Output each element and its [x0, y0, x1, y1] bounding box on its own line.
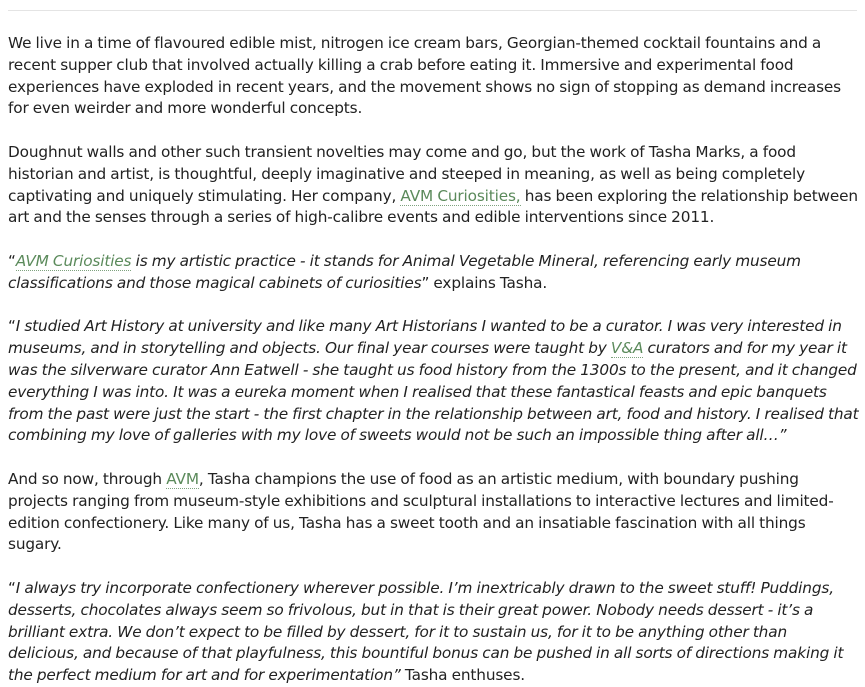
va-link[interactable]: V&A — [610, 339, 644, 358]
quote-attribution: ” explains Tasha. — [421, 273, 548, 292]
paragraph-text: And so now, through — [8, 469, 167, 488]
avm-curiosities-inline-link[interactable]: AVM Curiosities — [15, 251, 132, 270]
quote-body: I studied Art History at university and like many Art Historians I wanted to be a curator. I was very interested in museums, and in storytelling and objects. Our final year courses were taught by — [8, 317, 842, 358]
avm-link[interactable]: AVM — [166, 469, 199, 488]
quote-text — [8, 252, 801, 292]
paragraph-company — [8, 142, 860, 229]
quote-body: curators and for my year it was the silverware curator Ann Eatwell - she taught us food history from the 1300s to the present, and it changed everything I was into. It was a eureka moment when I realised that these fantastical feasts and epic banquets from the past were just the start - the first chapter in the relationship between art, food and history. I realised that combining my love of galleries with my love of sweets would not be such an impossible thing after all…” — [8, 339, 859, 445]
quote-text: I always try incorporate confectionery wherever possible. I’m inextricably drawn to the sweet stuff! Puddings, desserts, chocolates always seem so frivolous, but in that is their great power. Nobody needs dessert - it’s a brilliant extra. We don’t expect to be filled by dessert, for it to sustain us, for it to be anything other than delicious, and because of that playfulness, this bountiful bonus can be pushed in all sorts of directions making it the perfect medium for art and for experimentation” — [8, 578, 844, 685]
open-quote: “ — [8, 578, 16, 597]
paragraph-medium — [8, 469, 860, 556]
paragraph-confectionery-quote — [8, 578, 860, 687]
quote-text — [8, 317, 858, 444]
paragraph-avm-quote — [8, 251, 860, 295]
open-quote: “ — [8, 251, 16, 270]
avm-curiosities-link[interactable]: AVM Curiosities, — [400, 186, 521, 205]
paragraph-text: Doughnut walls and other such transient novelties may come and go, but the work of Tasha Marks, a food historian and artist, is thoughtful, deeply imaginative and steeped in meaning, as well as being completely captivating and uniquely stimulating. Her company, — [8, 142, 806, 205]
quote-body: is my artistic practice - it stands for Animal Vegetable Mineral, referencing early museum classifications and those magical cabinets of curiosities — [8, 251, 801, 292]
paragraph-art-history-quote — [8, 316, 860, 447]
quote-attribution: Tasha enthuses. — [400, 666, 525, 685]
paragraph-text: , Tasha champions the use of food as an artistic medium, with boundary pushing projects ranging from museum-style exhibitions and sculptural installations to interactive lectures and limited-edition confectionery. Like many of us, Tasha has a sweet tooth and an insatiable fascination with all things sugary. — [8, 469, 834, 554]
top-divider — [8, 10, 857, 11]
paragraph-intro: We live in a time of flavoured edible mist, nitrogen ice cream bars, Georgian-themed cocktail fountains and a recent supper club that involved actually killing a crab before eating it. Immersive and experimental food experiences have exploded in recent years, and the movement shows no sign of stopping as demand increases for even weirder and more wonderful concepts. — [8, 34, 841, 118]
paragraph-text: has been exploring the relationship between art and the senses through a series of high-calibre events and edible interventions since 2011. — [8, 186, 858, 227]
article-body — [8, 33, 860, 687]
open-quote: “ — [8, 317, 16, 336]
